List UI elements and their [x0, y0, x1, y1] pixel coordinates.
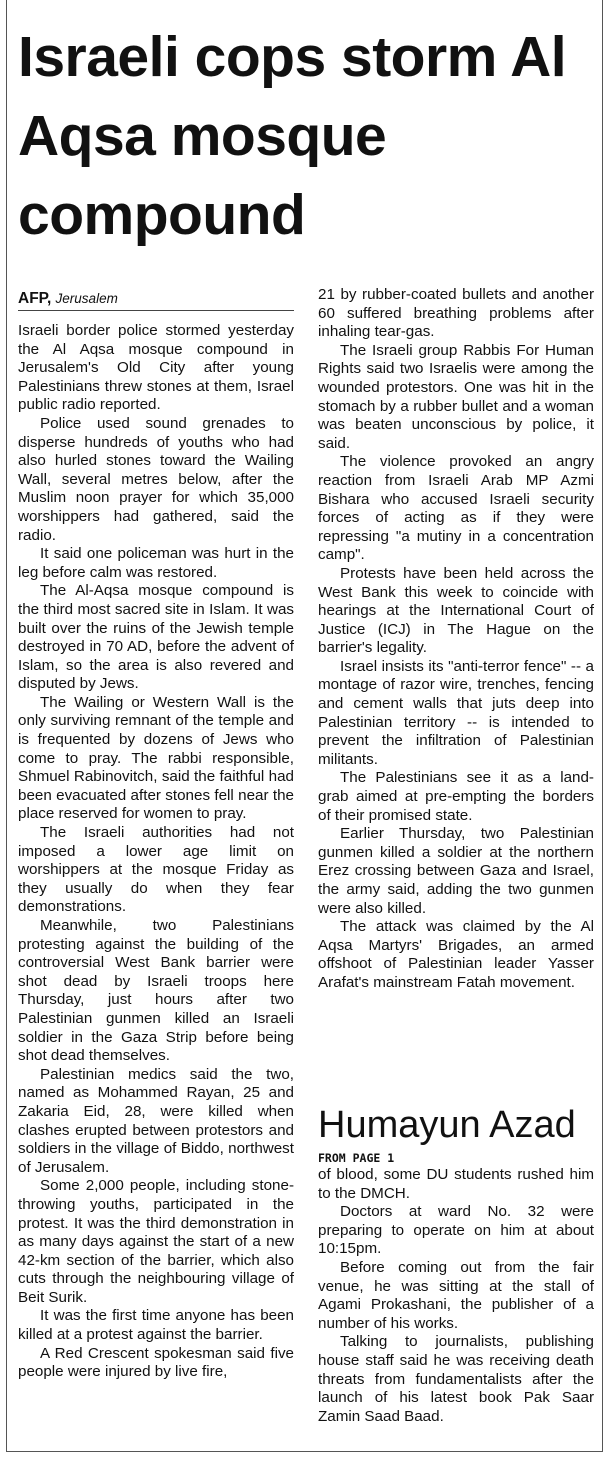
article-paragraph: Earlier Thursday, two Palestinian gunmen killed a soldier at the northern Erez crossing between Gaza and Israel, the army said, adding the two gunmen were also killed.	[318, 825, 594, 917]
story-paragraph: Before coming out from the fair venue, he was sitting at the stall of Agami Prokashani, the publisher of a number of his works.	[318, 1258, 594, 1332]
article-paragraph: Meanwhile, two Palestinians protesting against the building of the controversial West Bank barrier were shot dead by Israeli troops here Thursday, just hours after two Palestinian gunmen killed an Israeli soldier in the Gaza Strip before being shot dead themselves.	[18, 917, 294, 1065]
article-paragraph: Police used sound grenades to disperse hundreds of youths who had also hurled stones toward the Wailing Wall, several metres below, after the Muslim noon prayer for which 35,000 worshippers had gathered, said the radio.	[18, 414, 294, 544]
story-paragraph: Doctors at ward No. 32 were preparing to operate on him at about 10:15pm.	[318, 1203, 594, 1258]
byline-city: Jerusalem	[55, 291, 118, 306]
article-paragraph: The Israeli group Rabbis For Human Rights said two Israelis were among the wounded protestors. One was hit in the stomach by a rubber bullet and a woman was beaten unconscious by police, it said.	[318, 341, 594, 452]
article-paragraph: Palestinian medics said the two, named as Mohammed Rayan, 25 and Zakaria Eid, 28, were killed when clashes erupted between protestors and soldiers in the village of Biddo, northwest of Jerusalem.	[18, 1065, 294, 1176]
article-paragraph: The Israeli authorities had not imposed a lower age limit on worshippers at the mosque Friday as they usually do when they fear demonstrations.	[18, 824, 294, 916]
article-paragraph: The violence provoked an angry reaction from Israeli Arab MP Azmi Bishara who accused Israeli security forces of acting as if they were repressing "a mutiny in a concentration camp".	[318, 453, 594, 564]
article-paragraph: The attack was claimed by the Al Aqsa Martyrs' Brigades, an armed offshoot of Palestinian leader Yasser Arafat's mainstream Fatah movement.	[318, 918, 594, 991]
article-paragraph: The Wailing or Western Wall is the only surviving remnant of the temple and is frequented by dozens of Jews who come to pray. The rabbi responsible, Shmuel Rabinovitch, said the faithful had been evacuated after stones fell near the place reserved for women to pray.	[18, 693, 294, 823]
left-border-rule	[6, 0, 7, 1452]
story-paragraph: Talking to journalists, publishing house staff said he was receiving death threats from fundamentalists after the launch of his latest book Pak Saar Zamin Saad Baad.	[318, 1333, 594, 1425]
article-paragraph: Israel insists its "anti-terror fence" -- a montage of razor wire, trenches, fencing and cement walls that juts deep into Palestinian territory -- is intended to prevent the infiltration of Palestinian militants.	[318, 657, 594, 768]
article-paragraph: 21 by rubber-coated bullets and another 60 suffered breathing problems after inhaling tear-gas.	[318, 286, 594, 341]
jump-label: FROM PAGE 1	[318, 1151, 395, 1165]
story-paragraph: of blood, some DU students rushed him to the DMCH.	[318, 1166, 594, 1202]
article-paragraph: Protests have been held across the West Bank this week to coincide with hearings at the International Court of Justice (ICJ) in The Hague on the barrier's legality.	[318, 564, 594, 657]
article-paragraph: It said one policeman was hurt in the leg before calm was restored.	[18, 545, 294, 581]
article-paragraph: Israeli border police stormed yesterday the Al Aqsa mosque compound in Jerusalem's Old City after young Palestinians threw stones at them, Israel public radio reported.	[18, 322, 294, 414]
article-paragraph: The Al-Aqsa mosque compound is the third most sacred site in Islam. It was built over the ruins of the Jewish temple destroyed in 70 AD, before the advent of Islam, so the area is also revered and disputed by Jews.	[18, 582, 294, 693]
article-paragraph: Some 2,000 people, including stone-throwing youths, participated in the protest. It was the third demonstration in as many days against the start of a new 42-km section of the barrier, which also cuts through the neighbouring village of Beit Surik.	[18, 1177, 294, 1306]
byline-agency: AFP,	[18, 290, 52, 307]
bottom-border-rule	[6, 1451, 603, 1452]
article-paragraph: It was the first time anyone has been killed at a protest against the barrier.	[18, 1307, 294, 1344]
article-paragraph: The Palestinians see it as a land-grab aimed at pre-empting the borders of their promised state.	[318, 769, 594, 824]
article-column-left	[18, 288, 294, 1382]
article-headline: Israeli cops storm Al Aqsa mosque compound	[18, 25, 567, 247]
story-headline: Humayun Azad	[318, 1104, 576, 1146]
article-column-right	[318, 286, 594, 993]
byline	[18, 288, 294, 311]
article-paragraph: A Red Crescent spokesman said five people were injured by live fire,	[18, 1344, 294, 1381]
humayun-azad-story	[318, 1100, 594, 1426]
column-border-rule	[602, 0, 603, 1452]
